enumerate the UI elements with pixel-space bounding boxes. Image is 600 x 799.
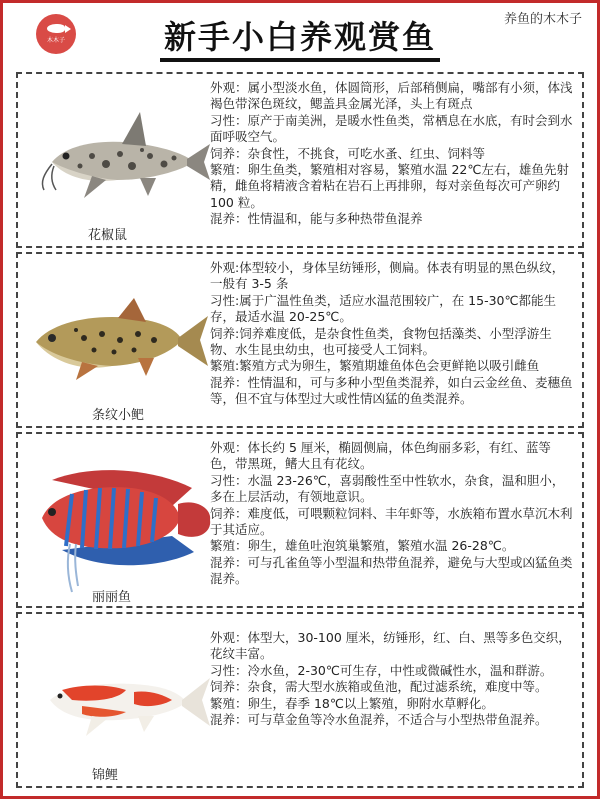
breeding-text: 繁殖:繁殖方式为卵生，繁殖期雄鱼体色会更鲜艳以吸引雌鱼: [210, 358, 540, 374]
fish-description-3: [210, 440, 574, 588]
fish-name-2: 条纹小鲃: [92, 408, 145, 423]
fish-card-1: [16, 72, 584, 248]
breeding-text: 繁殖：卵生，春季 18℃以上繁殖，卵附水草孵化。: [210, 695, 494, 711]
gourami-image: [22, 454, 212, 594]
habit-text: 习性:属于广温性鱼类，适应水温范围较广，在 15-30℃都能生存，最适水温 20-25℃。: [210, 292, 557, 325]
catfish-image: [22, 104, 212, 204]
fish-description-2: [210, 260, 574, 408]
habit-text: 习性：冷水鱼，2-30℃可生存，中性或微碱性水，温和群游。: [210, 662, 553, 678]
breeding-text: 繁殖：卵生，雄鱼吐泡筑巢繁殖，繁殖水温 26-28℃。: [210, 538, 515, 554]
mixing-text: 混养：性情温和，可与多种小型鱼类混养，如白云金丝鱼、麦穗鱼等，但不宜与体型过大或性情凶猛的鱼类混养。: [210, 374, 573, 407]
appearance-text: 外观：体型大，30-100 厘米，纺锤形，红、白、黑等多色交织，花纹丰富。: [210, 630, 571, 662]
appearance-text: 外观:体型较小，身体呈纺锤形，侧扁。体表有明显的黑色纵纹，一般有 3-5 条: [210, 260, 565, 292]
brand-name: 养鱼的木木子: [503, 12, 582, 27]
koi-image: [22, 656, 212, 746]
mixing-text: 混养：性情温和，能与多种热带鱼混养: [210, 211, 423, 227]
logo-text: 木木子: [46, 37, 65, 44]
mixing-text: 混养：可与孔雀鱼等小型温和热带鱼混养，避免与大型或凶猛鱼类混养。: [210, 554, 573, 587]
feeding-text: 饲养：杂食，需大型水族箱或鱼池，配过滤系统，难度中等。: [210, 679, 548, 695]
feeding-text: 饲养：杂食性，不挑食，可吃水蚤、红虫、饲料等: [210, 145, 486, 161]
barb-image: [22, 288, 212, 388]
fish-name-1: 花椒鼠: [88, 228, 128, 243]
fish-description-1: [210, 80, 574, 228]
habit-text: 习性：水温 23-26℃，喜弱酸性至中性软水，杂食，温和胆小，多在上层活动，有领地意识。: [210, 472, 565, 505]
fish-card-3: [16, 432, 584, 608]
fish-name-4: 锦鲤: [92, 768, 119, 783]
fish-card-2: [16, 252, 584, 428]
mixing-text: 混养：可与草金鱼等冷水鱼混养，不适合与小型热带鱼混养。: [210, 712, 548, 728]
fish-card-4: [16, 612, 584, 788]
feeding-text: 饲养：难度低，可喂颗粒饲料、丰年虾等，水族箱布置水草沉木利于其适应。: [210, 505, 573, 538]
fish-name-3: 丽丽鱼: [92, 590, 132, 605]
fish-description-4: [210, 630, 574, 728]
feeding-text: 饲养:饲养难度低，是杂食性鱼类，食物包括藻类、小型浮游生物、水生昆虫幼虫，也可接受人工饲料。: [210, 325, 552, 358]
habit-text: 习性：原产于南美洲，是暖水性鱼类，常栖息在水底，有时会到水面呼吸空气。: [210, 112, 573, 145]
appearance-text: 外观：体长约 5 厘米，椭圆侧扁，体色绚丽多彩，有红、蓝等色，带黑斑，鳍大且有花纹。: [210, 440, 551, 472]
page-title: 新手小白养观赏鱼: [160, 18, 440, 62]
appearance-text: 外观：属小型淡水鱼，体圆筒形，后部稍侧扁，嘴部有小须，体浅褐色带深色斑纹，鳃盖具金属光泽，头上有斑点: [210, 80, 573, 112]
breeding-text: 繁殖：卵生鱼类，繁殖相对容易，繁殖水温 22℃左右，雄鱼先射精，雌鱼将精液含着粘在岩石上再排卵，每对亲鱼每次可产卵约 100 粒。: [210, 162, 569, 210]
